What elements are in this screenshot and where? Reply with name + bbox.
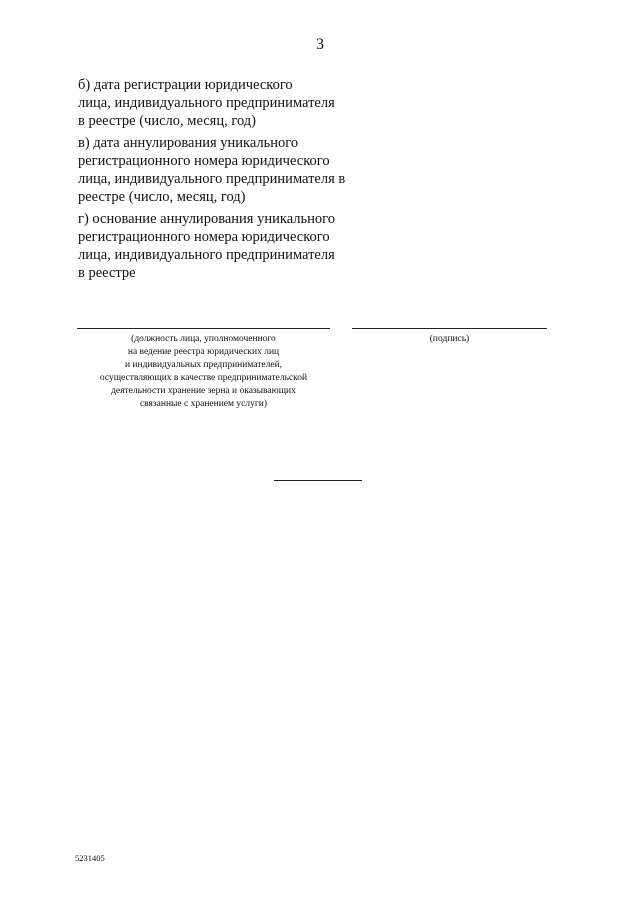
item-text-line: регистрационного номера юридического: [78, 229, 330, 245]
signature-caption: (подпись): [429, 334, 470, 344]
position-caption: [77, 333, 330, 411]
item-text-line: лица, индивидуального предпринимателя: [78, 95, 335, 111]
list-item-registration-date: [78, 76, 378, 130]
registry-fields-list: [78, 76, 378, 286]
item-text-line: г) основание аннулирования уникального: [78, 211, 335, 227]
caption-line: на ведение реестра юридических лиц: [127, 347, 280, 357]
caption-line: осуществляющих в качестве предпринимательской: [99, 373, 308, 383]
item-text-line: в реестре (число, месяц, год): [78, 113, 256, 129]
caption-line: (должность лица, уполномоченного: [131, 334, 276, 344]
item-text-line: регистрационного номера юридического: [78, 153, 330, 169]
document-code: 5231405: [75, 853, 105, 863]
caption-line: и индивидуальных предпринимателей,: [124, 360, 283, 370]
item-text-line: лица, индивидуального предпринимателя: [78, 247, 335, 263]
list-item-annulment-date: [78, 134, 378, 206]
list-item-annulment-reason: [78, 210, 378, 282]
item-text-line: реестре (число, месяц, год): [78, 189, 246, 205]
item-text-line: в) дата аннулирования уникального: [78, 135, 299, 151]
caption-line: связанные с хранением услуги): [139, 399, 268, 409]
caption-line: деятельности хранение зерна и оказывающих: [111, 386, 296, 396]
position-signature-line: [77, 328, 330, 329]
item-text-line: б) дата регистрации юридического: [78, 77, 293, 93]
end-of-document-line: [274, 480, 362, 481]
page-number: 3: [316, 36, 324, 53]
item-text-line: лица, индивидуального предпринимателя в: [78, 171, 346, 187]
signature-line: [352, 328, 547, 329]
item-text-line: в реестре: [78, 265, 136, 281]
